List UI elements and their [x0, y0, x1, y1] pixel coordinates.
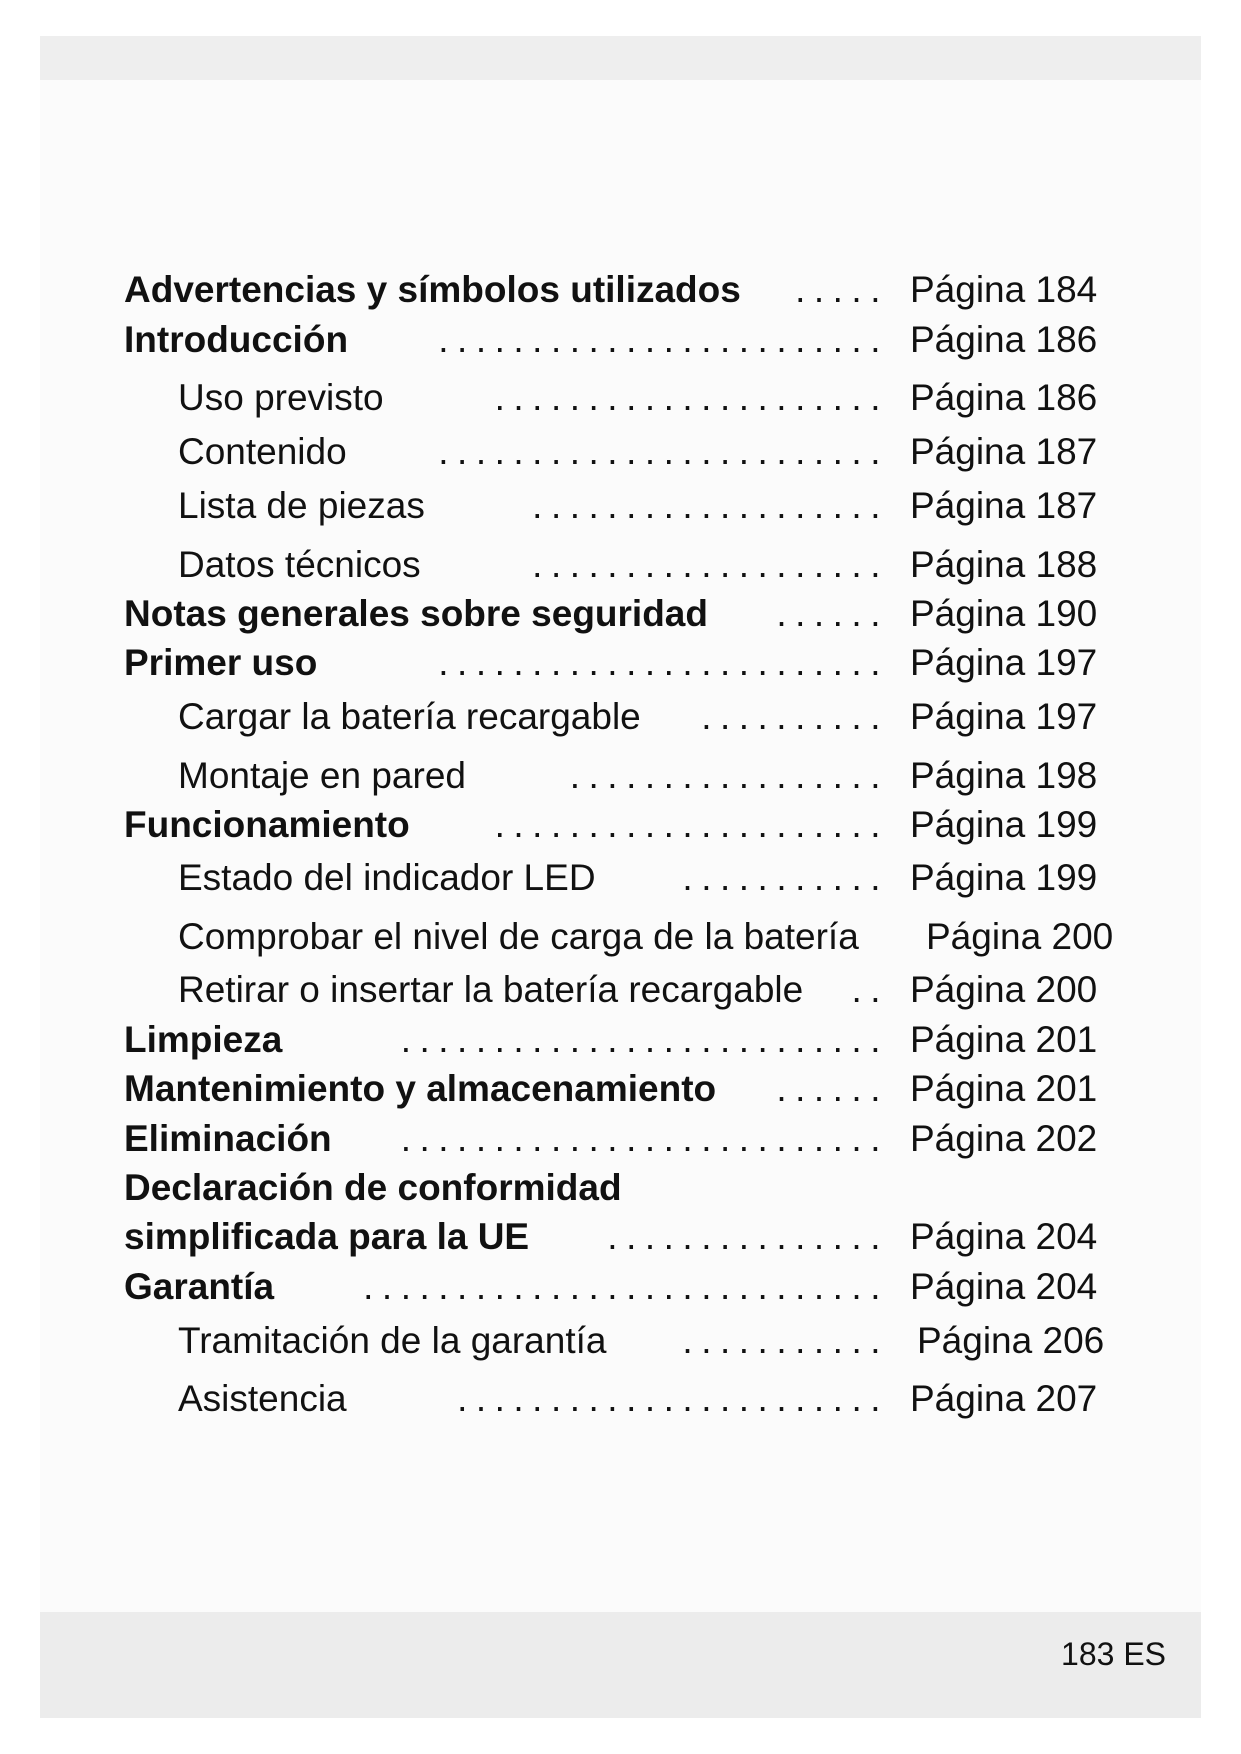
- toc-entry-datos-tecnicos[interactable]: [124, 541, 1124, 589]
- toc-entry-page: Página 204: [910, 1266, 1098, 1307]
- toc-entry-page: Página 197: [910, 696, 1098, 737]
- toc-entry-title: Tramitación de la garantía: [178, 1320, 607, 1361]
- toc-entry-title: Garantía: [124, 1266, 275, 1307]
- toc-entry-title: Introducción: [124, 319, 349, 360]
- toc-entry-introduccion[interactable]: [124, 316, 1124, 364]
- toc-entry-title: Contenido: [178, 431, 347, 472]
- toc-leader-dots: ...........: [682, 1320, 889, 1361]
- toc-leader-dots: ..........................: [400, 1019, 889, 1060]
- toc-leader-dots: ........................: [438, 431, 889, 472]
- toc-entry-mantenimiento[interactable]: [124, 1065, 1124, 1113]
- toc-entry-page: Página 190: [910, 593, 1098, 634]
- toc-entry-title: Montaje en pared: [178, 755, 466, 796]
- toc-leader-dots: ...................: [532, 485, 889, 526]
- toc-entry-lista-de-piezas[interactable]: [124, 482, 1124, 530]
- toc-entry-page: Página 186: [910, 319, 1098, 360]
- toc-entry-title: Notas generales sobre seguridad: [124, 593, 708, 634]
- toc-entry-title: Estado del indicador LED: [178, 857, 596, 898]
- toc-entry-title: Funcionamiento: [124, 804, 410, 845]
- toc-entry-cargar-bateria[interactable]: [124, 693, 1124, 741]
- toc-entry-notas-generales[interactable]: [124, 590, 1124, 638]
- toc-entry-page: Página 199: [910, 857, 1098, 898]
- toc-entry-title: Primer uso: [124, 642, 318, 683]
- toc-entry-page: Página 198: [910, 755, 1098, 796]
- toc-leader-dots: ........................: [438, 642, 889, 683]
- toc-entry-comprobar-nivel-carga[interactable]: [124, 913, 1124, 961]
- toc-entry-asistencia[interactable]: [124, 1375, 1124, 1423]
- toc-leader-dots: .....................: [494, 377, 889, 418]
- toc-entry-title: Comprobar el nivel de carga de la batería: [178, 916, 859, 957]
- toc-entry-contenido[interactable]: [124, 428, 1124, 476]
- toc-entry-page: Página 206: [917, 1320, 1105, 1361]
- toc-entry-page: Página 187: [910, 485, 1098, 526]
- toc-entry-title: Cargar la batería recargable: [178, 696, 641, 737]
- toc-entry-page: Página 187: [910, 431, 1098, 472]
- toc-entry-page: Página 207: [910, 1378, 1098, 1419]
- toc-leader-dots: ......: [776, 1068, 889, 1109]
- toc-leader-dots: ..: [851, 969, 889, 1010]
- toc-entry-page: Página 202: [910, 1118, 1098, 1159]
- toc-leader-dots: .....: [795, 269, 889, 310]
- toc-leader-dots: ...............: [607, 1216, 889, 1257]
- toc-entry-page: Página 204: [910, 1216, 1098, 1257]
- toc-entry-title: Advertencias y símbolos utilizados: [124, 269, 741, 310]
- toc-entry-declaracion-conformidad[interactable]: [124, 1164, 1124, 1212]
- toc-leader-dots: .......................: [457, 1378, 889, 1419]
- toc-leader-dots: .....................: [494, 804, 889, 845]
- toc-entry-title: Asistencia: [178, 1378, 347, 1419]
- toc-entry-limpieza[interactable]: [124, 1016, 1124, 1064]
- toc-leader-dots: ..........................: [400, 1118, 889, 1159]
- toc-entry-page: Página 201: [910, 1019, 1098, 1060]
- toc-entry-page: Página 201: [910, 1068, 1098, 1109]
- toc-leader-dots: ..........: [701, 696, 889, 737]
- toc-entry-title: Mantenimiento y almacenamiento: [124, 1068, 717, 1109]
- toc-entry-title: Eliminación: [124, 1118, 332, 1159]
- toc-entry-page: Página 186: [910, 377, 1098, 418]
- toc-entry-estado-indicador-led[interactable]: [124, 854, 1124, 902]
- toc-entry-page: Página 200: [926, 916, 1114, 957]
- toc-entry-garantia[interactable]: [124, 1263, 1124, 1311]
- toc-entry-title: Lista de piezas: [178, 485, 425, 526]
- toc-leader-dots: .................: [569, 755, 889, 796]
- toc-entry-funcionamiento[interactable]: [124, 801, 1124, 849]
- toc-leader-dots: ...........: [682, 857, 889, 898]
- header-band: [40, 36, 1201, 80]
- toc-entry-montaje-en-pared[interactable]: [124, 752, 1124, 800]
- toc-leader-dots: ......: [776, 593, 889, 634]
- toc-leader-dots: ............................: [363, 1266, 889, 1307]
- toc-entry-page: Página 199: [910, 804, 1098, 845]
- toc-entry-simplificada-ue[interactable]: [124, 1213, 1124, 1261]
- toc-entry-page: Página 184: [910, 269, 1098, 310]
- toc-entry-page: Página 197: [910, 642, 1098, 683]
- toc-entry-title: simplificada para la UE: [124, 1216, 530, 1257]
- toc-entry-uso-previsto[interactable]: [124, 374, 1124, 422]
- toc-leader-dots: ...................: [532, 544, 889, 585]
- footer-band: [40, 1612, 1201, 1718]
- toc-entry-primer-uso[interactable]: [124, 639, 1124, 687]
- toc-entry-advertencias[interactable]: [124, 266, 1124, 314]
- toc-entry-tramitacion-garantia[interactable]: [124, 1317, 1124, 1365]
- toc-entry-title: Limpieza: [124, 1019, 283, 1060]
- toc-entry-page: Página 188: [910, 544, 1098, 585]
- toc-entry-title: Declaración de conformidad: [124, 1167, 622, 1208]
- toc-entry-title: Datos técnicos: [178, 544, 421, 585]
- toc-leader-dots: ........................: [438, 319, 889, 360]
- toc-entry-title: Uso previsto: [178, 377, 384, 418]
- toc-entry-title: Retirar o insertar la batería recargable: [178, 969, 804, 1010]
- page-number: 183 ES: [1061, 1636, 1166, 1672]
- toc-entry-eliminacion[interactable]: [124, 1115, 1124, 1163]
- toc-entry-retirar-insertar-bateria[interactable]: [124, 966, 1124, 1014]
- toc-entry-page: Página 200: [910, 969, 1098, 1010]
